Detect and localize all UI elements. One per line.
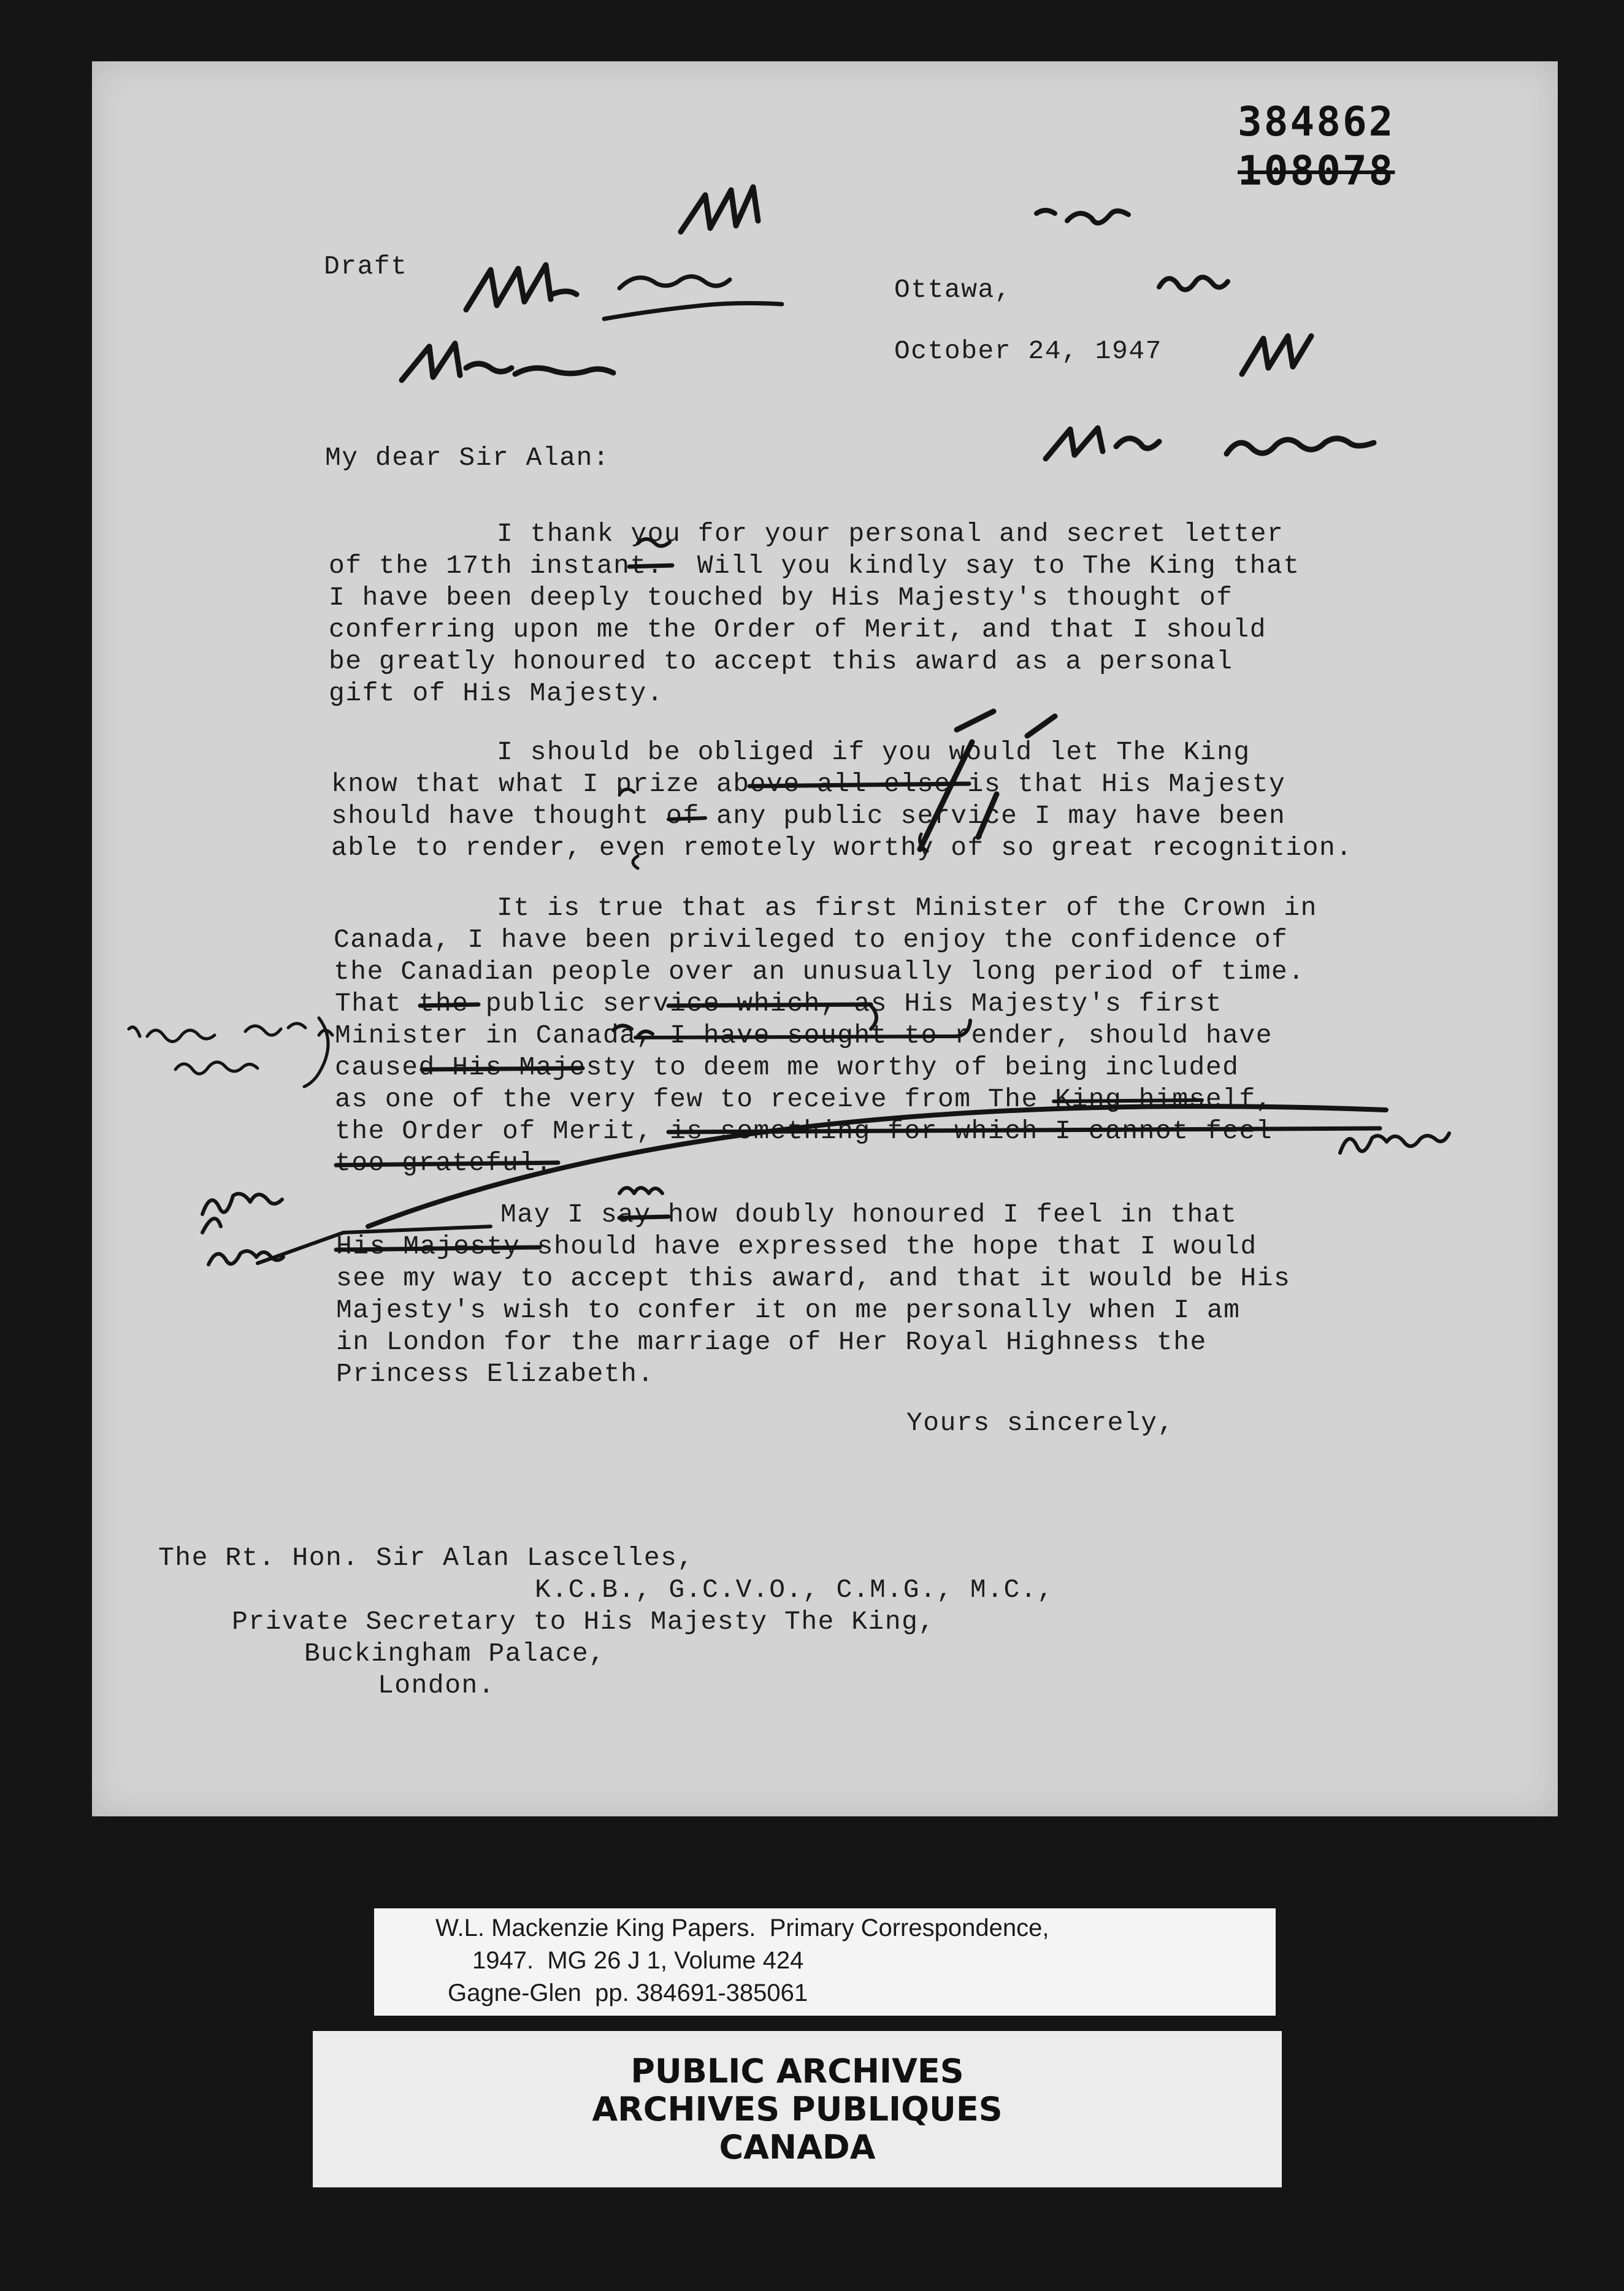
paragraph-3-line: That the public service which, as His Majesty's first bbox=[335, 989, 1223, 1019]
paragraph-2-line: should have thought of any public service I may have been bbox=[331, 801, 1286, 831]
draft-label: Draft bbox=[324, 251, 408, 281]
archive-stamp-line-1: PUBLIC ARCHIVES bbox=[630, 2052, 964, 2090]
paragraph-4-line: May I say how doubly honoured I feel in that bbox=[500, 1199, 1238, 1230]
paragraph-3-line: Minister in Canada, I have sought to render, should have bbox=[335, 1020, 1273, 1050]
paragraph-3-line: the Order of Merit, is something for which I cannot feel bbox=[335, 1116, 1273, 1146]
letter-date: October 24, 1947 bbox=[894, 336, 1162, 366]
archive-label-line-1: W.L. Mackenzie King Papers. Primary Correspondence, bbox=[435, 1914, 1049, 1941]
paragraph-2-line: I should be obliged if you would let The King bbox=[497, 737, 1251, 767]
paragraph-4-line: see my way to accept this award, and that it would be His bbox=[336, 1263, 1291, 1293]
salutation: My dear Sir Alan: bbox=[325, 443, 610, 473]
paragraph-1-line: I thank you for your personal and secret letter bbox=[497, 519, 1284, 549]
paragraph-1-line: be greatly honoured to accept this award as a personal bbox=[329, 646, 1233, 676]
archive-stamp-line-2: ARCHIVES PUBLIQUES bbox=[592, 2090, 1003, 2128]
address-line: K.C.B., G.C.V.O., C.M.G., M.C., bbox=[535, 1575, 1054, 1605]
paragraph-1-line: of the 17th instant. Will you kindly say to The King that bbox=[329, 551, 1300, 581]
old-document-number: 108078 bbox=[1238, 147, 1395, 194]
paragraph-3-line: It is true that as first Minister of the Crown in bbox=[497, 893, 1317, 923]
closing: Yours sincerely, bbox=[906, 1408, 1174, 1438]
paragraph-1-line: gift of His Majesty. bbox=[329, 678, 664, 708]
archive-stamp bbox=[313, 2031, 1282, 2187]
paragraph-4-line: Majesty's wish to confer it on me personally when I am bbox=[336, 1295, 1241, 1325]
paragraph-3-line: caused His Majesty to deem me worthy of being included bbox=[335, 1052, 1239, 1082]
address-line: The Rt. Hon. Sir Alan Lascelles, bbox=[158, 1543, 694, 1573]
paragraph-1-line: conferring upon me the Order of Merit, and that I should bbox=[329, 614, 1267, 644]
paragraph-4-line: Princess Elizabeth. bbox=[336, 1359, 654, 1389]
paragraph-2-line: able to render, even remotely worthy of so great recognition. bbox=[331, 833, 1353, 863]
letter-place: Ottawa, bbox=[894, 275, 1012, 305]
paragraph-3-line: too grateful. bbox=[335, 1148, 553, 1178]
paragraph-3-line: the Canadian people over an unusually long period of time. bbox=[334, 957, 1305, 987]
paragraph-1-line: I have been deeply touched by His Majesty's thought of bbox=[329, 583, 1233, 613]
address-line: London. bbox=[378, 1670, 496, 1700]
archive-label-line-3: Gagne-Glen pp. 384691-385061 bbox=[448, 1979, 808, 2006]
paragraph-4-line: in London for the marriage of Her Royal Highness the bbox=[336, 1327, 1207, 1357]
archive-stamp-line-3: CANADA bbox=[719, 2128, 876, 2167]
archive-label-line-2: 1947. MG 26 J 1, Volume 424 bbox=[472, 1947, 804, 1974]
paragraph-3-line: Canada, I have been privileged to enjoy the confidence of bbox=[334, 925, 1289, 955]
address-line: Private Secretary to His Majesty The King, bbox=[232, 1607, 935, 1637]
paragraph-3-line: as one of the very few to receive from The King himself, bbox=[335, 1084, 1273, 1114]
document-number: 384862 bbox=[1238, 98, 1395, 145]
paragraph-4-line: His Majesty should have expressed the hope that I would bbox=[336, 1231, 1257, 1261]
paragraph-2-line: know that what I prize above all else is that His Majesty bbox=[331, 769, 1286, 799]
address-line: Buckingham Palace, bbox=[304, 1639, 606, 1669]
archive-reference-label bbox=[374, 1908, 1276, 2016]
